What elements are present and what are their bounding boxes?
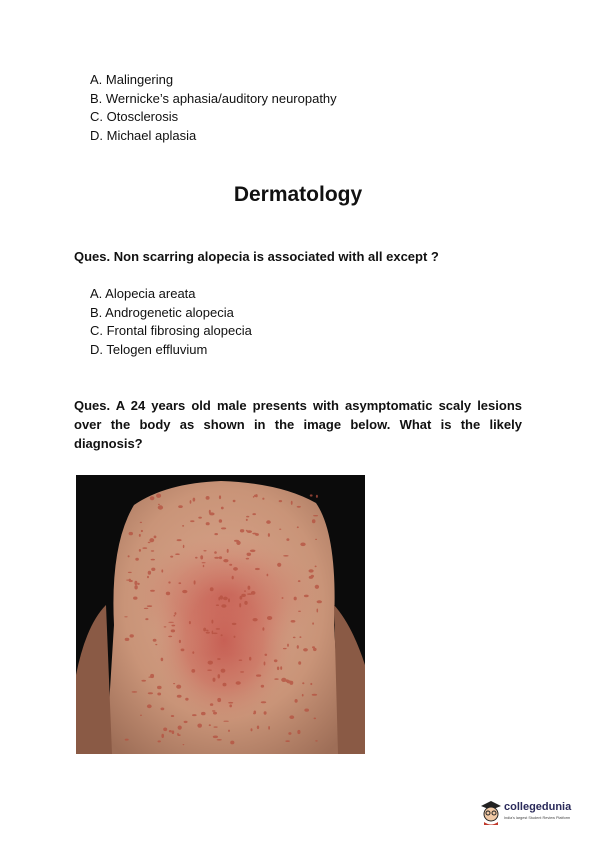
- option-c: C. Otosclerosis: [90, 109, 179, 125]
- section-title: Dermatology: [233, 183, 363, 206]
- option-c: C. Frontal fibrosing alopecia: [90, 323, 252, 339]
- mascot-icon: [480, 799, 502, 825]
- option-a: A. Malingering: [90, 72, 174, 87]
- clinical-photo-back-rash: [76, 475, 365, 754]
- option-a: A. Alopecia areata: [90, 286, 196, 301]
- option-b: B. Wernicke’s aphasia/auditory neuropathy: [90, 90, 337, 106]
- brand-tagline: India's largest Student Review Platform: [504, 816, 571, 820]
- question-text: Ques. Non scarring alopecia is associated with all except ?: [74, 249, 439, 264]
- option-b: B. Androgenetic alopecia: [90, 304, 234, 320]
- collegedunia-logo: [480, 799, 590, 829]
- question-text: Ques. A 24 years old male presents with asymptomatic scaly lesions over the body as shown in the image below. What is the likely diagnosis?: [74, 398, 522, 451]
- question-options: [90, 285, 252, 360]
- brand-name: collegedunia: [504, 801, 572, 813]
- previous-question-options: [90, 71, 337, 146]
- option-d: D. Telogen effluvium: [90, 342, 208, 358]
- option-d: D. Michael aplasia: [90, 128, 197, 144]
